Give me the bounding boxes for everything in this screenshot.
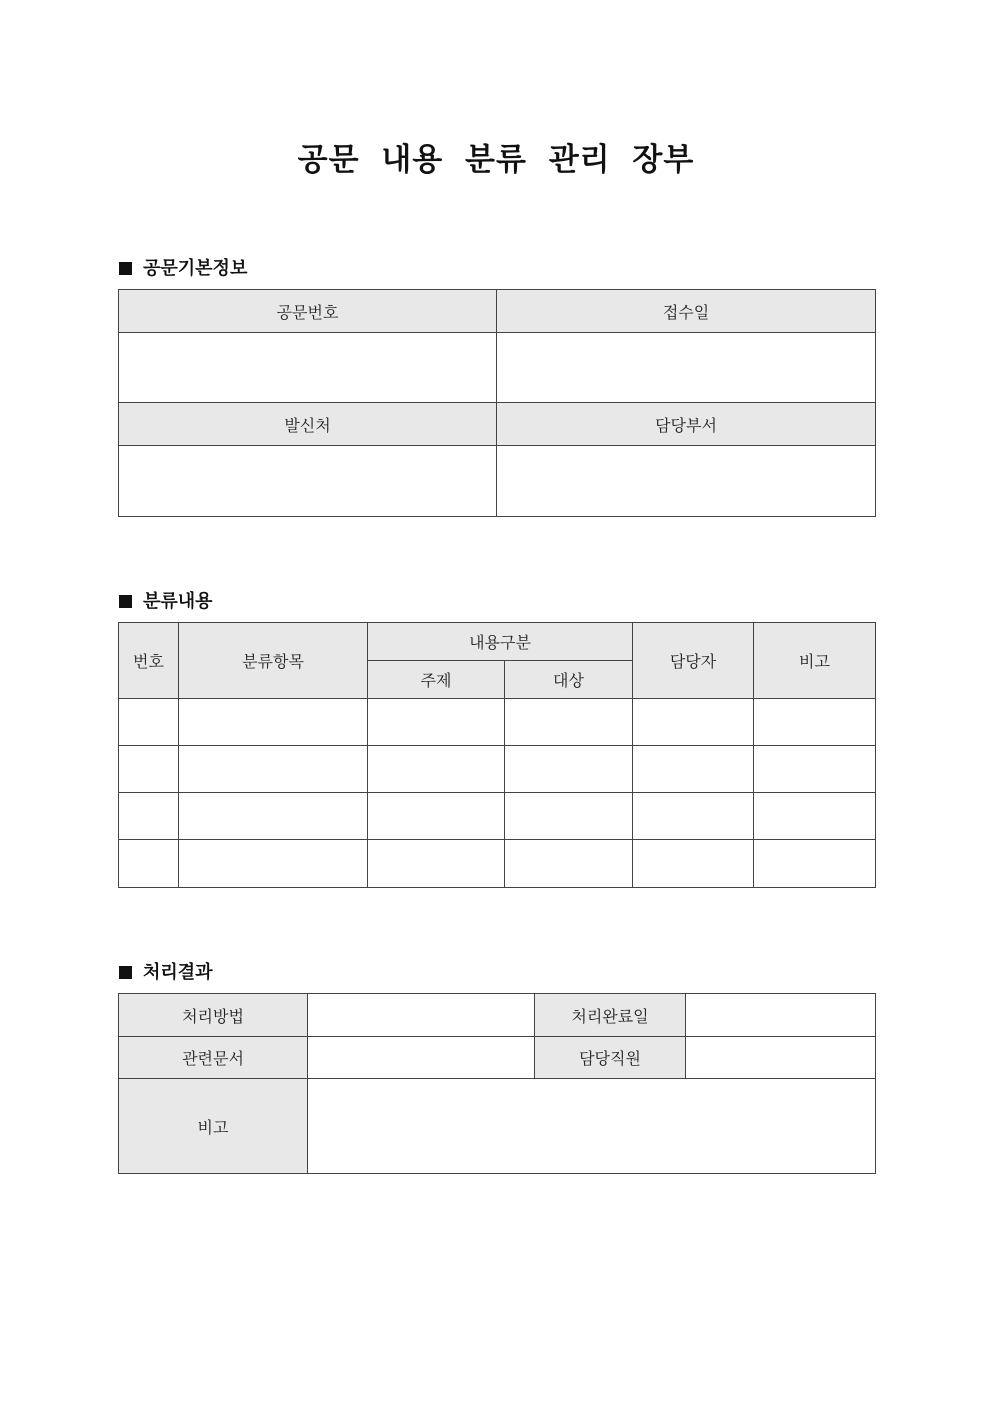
- label-method: 처리방법: [119, 994, 308, 1037]
- field-received-date[interactable]: [497, 333, 876, 403]
- label-staff: 담당직원: [535, 1037, 686, 1079]
- cell-target[interactable]: [505, 793, 633, 840]
- header-number: 번호: [119, 623, 179, 699]
- section-heading-text: 공문기본정보: [143, 258, 248, 279]
- square-bullet-icon: [119, 595, 132, 608]
- section-heading-text: 처리결과: [143, 962, 213, 983]
- field-related-docs[interactable]: [308, 1037, 535, 1079]
- section-heading-result: [119, 958, 213, 984]
- section-heading-text: 분류내용: [143, 591, 213, 612]
- cell-manager[interactable]: [633, 840, 754, 888]
- label-sender: 발신처: [119, 403, 497, 446]
- cell-number[interactable]: [119, 746, 179, 793]
- square-bullet-icon: [119, 262, 132, 275]
- cell-remarks[interactable]: [754, 699, 876, 746]
- field-sender[interactable]: [119, 446, 497, 517]
- header-target: 대상: [505, 661, 633, 699]
- field-method[interactable]: [308, 994, 535, 1037]
- label-remarks: 비고: [119, 1079, 308, 1174]
- classification-table: [118, 622, 876, 888]
- label-received-date: 접수일: [497, 290, 876, 333]
- cell-number[interactable]: [119, 699, 179, 746]
- cell-subject[interactable]: [368, 793, 505, 840]
- table-row: [119, 699, 876, 746]
- field-completion-date[interactable]: [686, 994, 876, 1037]
- header-manager: 담당자: [633, 623, 754, 699]
- table-row: [119, 793, 876, 840]
- label-related-docs: 관련문서: [119, 1037, 308, 1079]
- basic-info-table: [118, 289, 876, 517]
- cell-remarks[interactable]: [754, 793, 876, 840]
- result-table: [118, 993, 876, 1174]
- header-subject: 주제: [368, 661, 505, 699]
- square-bullet-icon: [119, 966, 132, 979]
- cell-target[interactable]: [505, 699, 633, 746]
- section-heading-classification: [119, 587, 213, 613]
- cell-number[interactable]: [119, 793, 179, 840]
- field-document-number[interactable]: [119, 333, 497, 403]
- page-title: 공문 내용 분류 관리 장부: [297, 142, 695, 178]
- field-department[interactable]: [497, 446, 876, 517]
- cell-target[interactable]: [505, 746, 633, 793]
- table-row: [119, 746, 876, 793]
- section-heading-basic-info: [119, 254, 247, 280]
- cell-item[interactable]: [179, 793, 368, 840]
- cell-manager[interactable]: [633, 793, 754, 840]
- header-remarks: 비고: [754, 623, 876, 699]
- cell-remarks[interactable]: [754, 840, 876, 888]
- label-document-number: 공문번호: [119, 290, 497, 333]
- cell-subject[interactable]: [368, 840, 505, 888]
- cell-item[interactable]: [179, 840, 368, 888]
- label-department: 담당부서: [497, 403, 876, 446]
- header-content-group: 내용구분: [368, 623, 633, 661]
- cell-manager[interactable]: [633, 699, 754, 746]
- cell-target[interactable]: [505, 840, 633, 888]
- cell-manager[interactable]: [633, 746, 754, 793]
- field-staff[interactable]: [686, 1037, 876, 1079]
- field-remarks[interactable]: [308, 1079, 876, 1174]
- table-row: [119, 840, 876, 888]
- header-item: 분류항목: [179, 623, 368, 699]
- cell-subject[interactable]: [368, 746, 505, 793]
- cell-item[interactable]: [179, 699, 368, 746]
- cell-number[interactable]: [119, 840, 179, 888]
- cell-subject[interactable]: [368, 699, 505, 746]
- cell-item[interactable]: [179, 746, 368, 793]
- label-completion-date: 처리완료일: [535, 994, 686, 1037]
- cell-remarks[interactable]: [754, 746, 876, 793]
